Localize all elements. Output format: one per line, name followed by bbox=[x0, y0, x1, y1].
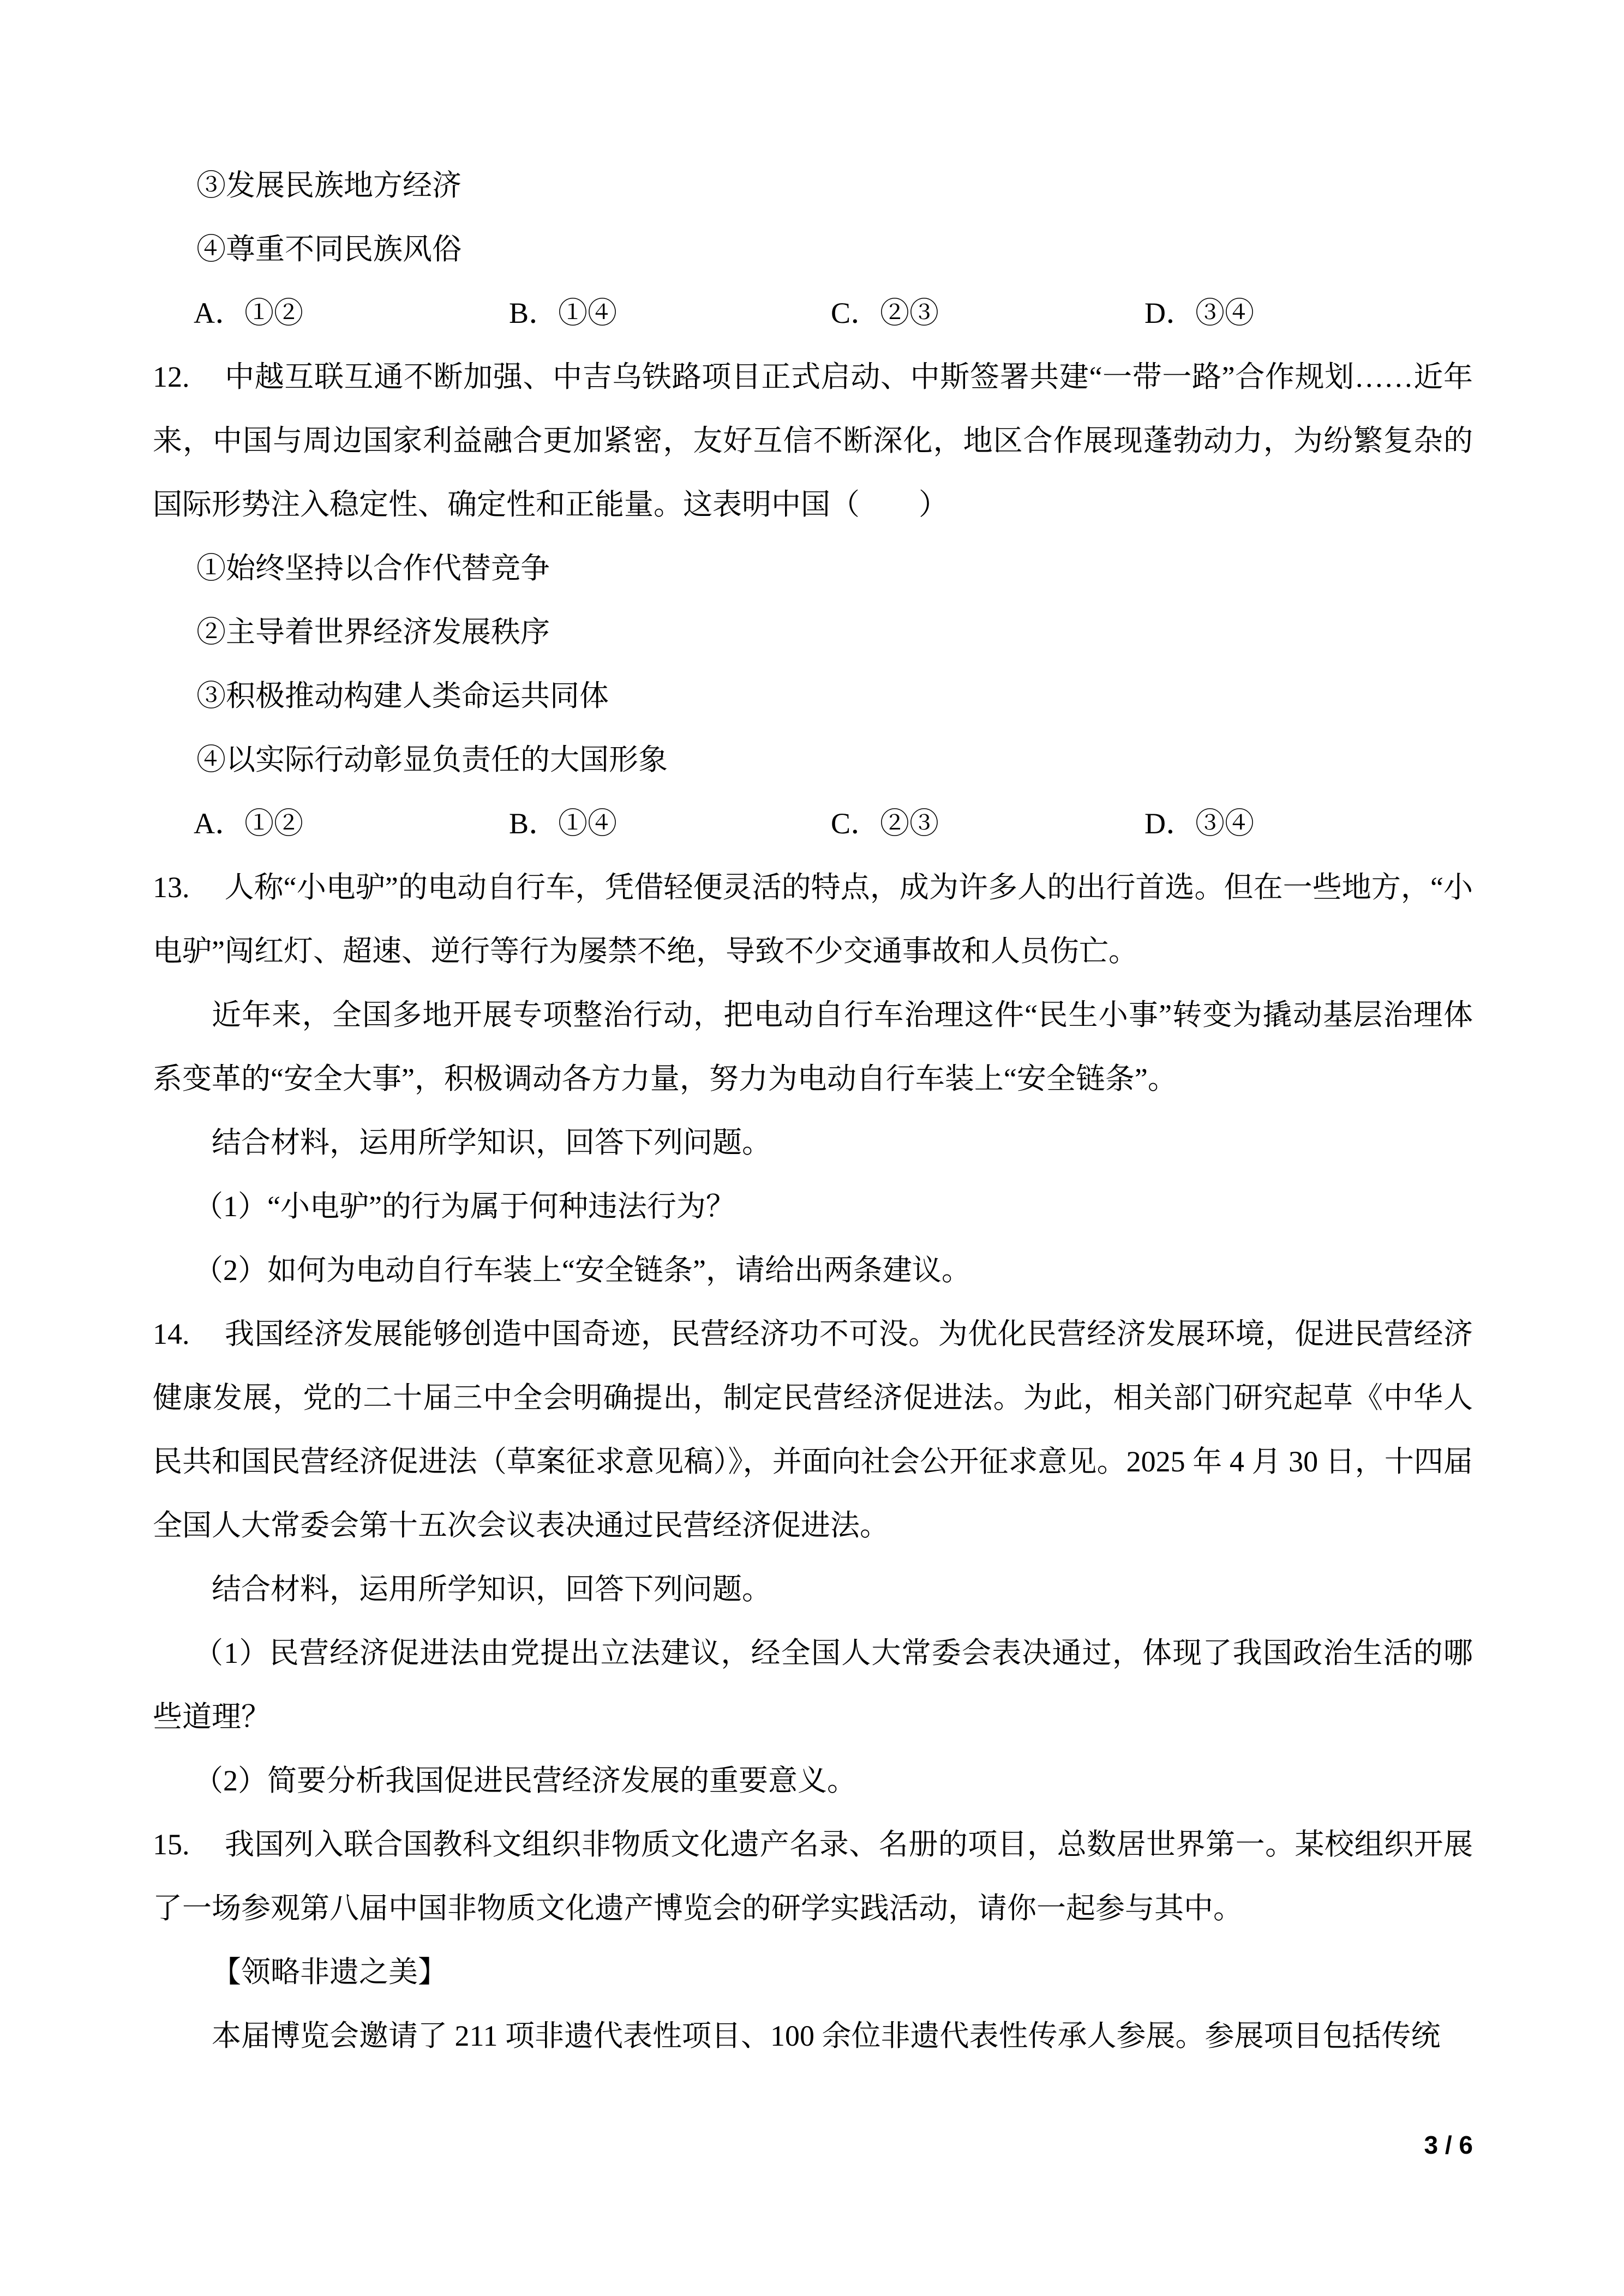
question-stem-text: 我国经济发展能够创造中国奇迹，民营经济功不可没。为优化民营经济发展环境，促进民营经济健康发展，党的二十届三中全会明确提出，制定民营经济促进法。为此，相关部门研究起草《中华人民共和国民营经济促进法（草案征求意见稿）》，并面向社会公开征求意见。2025 年 4 月 30 日，十四届全国人大常委会第十五次会议表决通过民营经济促进法。 bbox=[153, 1318, 1473, 1542]
question-stem bbox=[153, 1302, 1473, 1558]
section-header: 【领略非遗之美】 bbox=[212, 1956, 447, 1988]
question-stem-text: 我国列入联合国教科文组织非物质文化遗产名录、名册的项目，总数居世界第一。某校组织开展了一场参观第八届中国非物质文化遗产博览会的研学实践活动，请你一起参与其中。 bbox=[153, 1828, 1473, 1925]
option-a: A．①② bbox=[194, 807, 303, 840]
question-number: 15. bbox=[153, 1828, 190, 1861]
question-instruction: 结合材料，运用所学知识，回答下列问题。 bbox=[212, 1573, 771, 1606]
question-12 bbox=[153, 345, 1473, 856]
choice-item-2: ②主导着世界经济发展秩序 bbox=[196, 616, 550, 648]
question-11-continued bbox=[153, 154, 1473, 345]
question-stem bbox=[153, 856, 1473, 983]
choice-item-1: ①始终坚持以合作代替竞争 bbox=[196, 552, 550, 585]
choice-item-3: ③积极推动构建人类命运共同体 bbox=[196, 680, 609, 712]
choice-item-3: ③发展民族地方经济 bbox=[196, 169, 462, 202]
question-instruction: 结合材料，运用所学知识，回答下列问题。 bbox=[212, 1126, 771, 1159]
question-13 bbox=[153, 856, 1473, 1302]
question-15 bbox=[153, 1813, 1473, 2068]
question-stem-text: 中越互联互通不断加强、中吉乌铁路项目正式启动、中斯签署共建“一带一路”合作规划……近年来，中国与周边国家利益融合更加紧密，友好互信不断深化，地区合作展现蓬勃动力，为纷繁复杂的国际形势注入稳定性、确定性和正能量。这表明中国（ ） bbox=[153, 360, 1473, 521]
question-stem-text: 人称“小电驴”的电动自行车，凭借轻便灵活的特点，成为许多人的出行首选。但在一些地方，“小电驴”闯红灯、超速、逆行等行为屡禁不绝，导致不少交通事故和人员伤亡。 bbox=[153, 871, 1473, 967]
option-a: A．①② bbox=[194, 297, 303, 329]
option-b: B．①④ bbox=[509, 297, 618, 329]
question-14 bbox=[153, 1302, 1473, 1813]
question-stem bbox=[153, 345, 1473, 537]
answer-options-row bbox=[153, 792, 1473, 856]
question-number: 14. bbox=[153, 1318, 190, 1350]
question-paragraph: 本届博览会邀请了 211 项非遗代表性项目、100 余位非遗代表性传承人参展。参展项目包括传统 bbox=[212, 2019, 1441, 2052]
choice-item-4: ④以实际行动彰显负责任的大国形象 bbox=[196, 743, 668, 776]
option-c: C．②③ bbox=[831, 297, 939, 329]
question-stem bbox=[153, 1813, 1473, 1940]
option-c: C．②③ bbox=[831, 807, 939, 840]
subquestion-2: （2）简要分析我国促进民营经济发展的重要意义。 bbox=[194, 1764, 856, 1797]
subquestion-1: （1）“小电驴”的行为属于何种违法行为？ bbox=[194, 1190, 735, 1223]
subquestion-1: （1）民营经济促进法由党提出立法建议，经全国人大常委会表决通过，体现了我国政治生活的哪些道理？ bbox=[153, 1637, 1473, 1733]
subquestion-2: （2）如何为电动自行车装上“安全链条”，请给出两条建议。 bbox=[194, 1254, 971, 1287]
exam-content bbox=[153, 154, 1473, 2068]
question-paragraph: 近年来，全国多地开展专项整治行动，把电动自行车治理这件“民生小事”转变为撬动基层治理体系变革的“安全大事”，积极调动各方力量，努力为电动自行车装上“安全链条”。 bbox=[153, 999, 1473, 1095]
option-d: D．③④ bbox=[1144, 297, 1254, 329]
question-number: 13. bbox=[153, 871, 190, 904]
option-b: B．①④ bbox=[509, 807, 618, 840]
question-number: 12. bbox=[153, 360, 190, 393]
choice-item-4: ④尊重不同民族风俗 bbox=[196, 233, 462, 266]
page-number: 3 / 6 bbox=[1424, 2131, 1473, 2159]
answer-options-row bbox=[153, 281, 1473, 345]
option-d: D．③④ bbox=[1144, 807, 1254, 840]
